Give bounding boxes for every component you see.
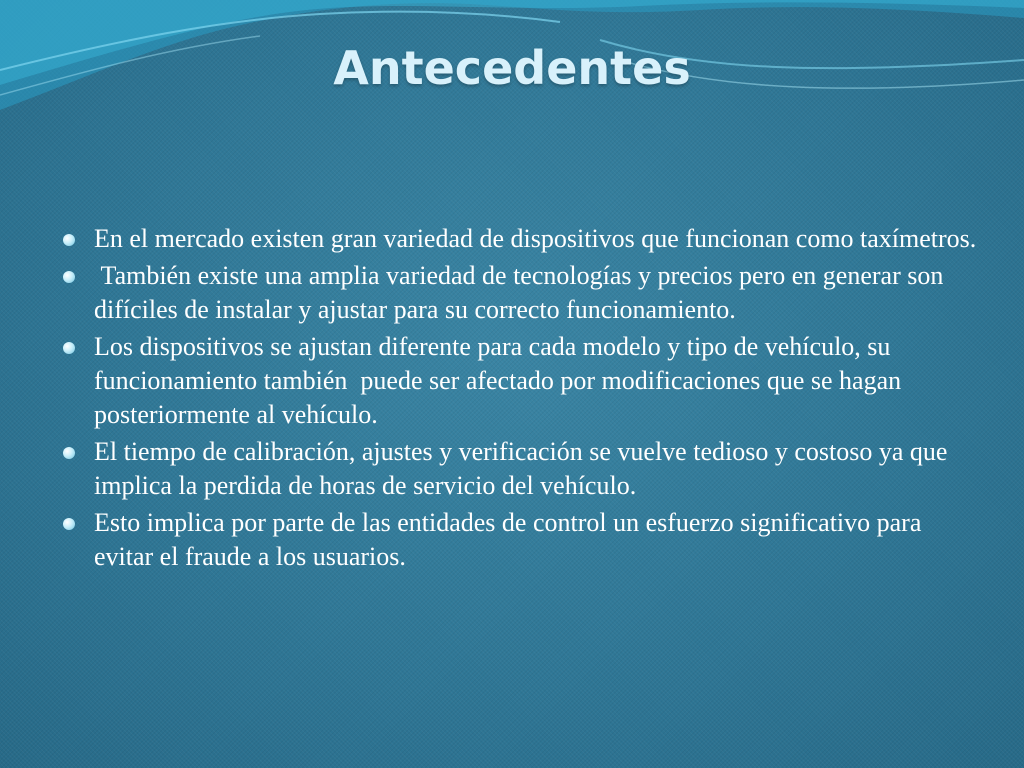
circle-bullet-icon — [63, 271, 75, 283]
list-item — [58, 435, 978, 503]
circle-bullet-icon — [63, 234, 75, 246]
bullet-text: En el mercado existen gran variedad de dispositivos que funcionan como taxímetros. — [94, 224, 977, 253]
list-item — [58, 259, 978, 327]
list-item — [58, 330, 978, 432]
bullet-text: Los dispositivos se ajustan diferente para cada modelo y tipo de vehículo, su funcionamiento también puede ser afectado por modificaciones que se hagan posteriormente al vehículo. — [94, 332, 908, 429]
circle-bullet-icon — [63, 447, 75, 459]
circle-bullet-icon — [63, 518, 75, 530]
bullet-text: Esto implica por parte de las entidades de control un esfuerzo significativo para evitar el fraude a los usuarios. — [94, 508, 928, 571]
bullet-text: El tiempo de calibración, ajustes y verificación se vuelve tedioso y costoso ya que implica la perdida de horas de servicio del vehículo. — [94, 437, 954, 500]
list-item — [58, 222, 978, 256]
slide-title: Antecedentes — [333, 41, 691, 95]
list-item — [58, 506, 978, 574]
bullet-text: También existe una amplia variedad de tecnologías y precios pero en generar son difíciles de instalar y ajustar para su correcto funcionamiento. — [94, 261, 950, 324]
circle-bullet-icon — [63, 342, 75, 354]
bullet-list — [58, 222, 978, 577]
